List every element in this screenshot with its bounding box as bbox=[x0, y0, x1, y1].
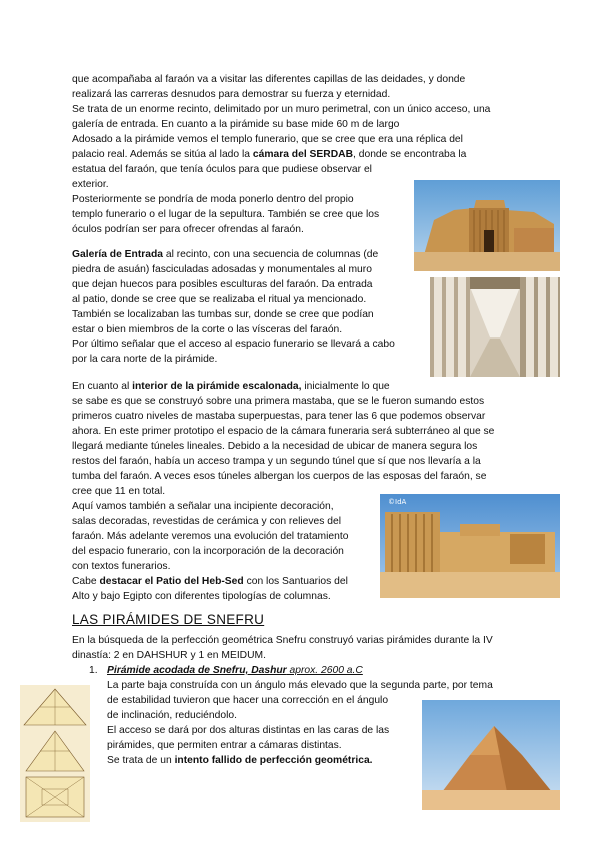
text-line: cree que 11 en total. bbox=[72, 486, 166, 497]
item1-date: aprox. 2600 a.C bbox=[286, 665, 363, 676]
text-line: salas decoradas, revestidas de cerámica y con relieves del bbox=[72, 516, 341, 527]
text-line: Aquí vamos también a señalar una incipiente decoración, bbox=[72, 501, 334, 512]
photo-funerary-temple bbox=[414, 180, 560, 271]
text-line: El acceso se dará por dos alturas distintas en las caras de las bbox=[107, 725, 390, 736]
text-line: que dejan huecos para posibles esculturas del faraón. Da entrada bbox=[72, 279, 373, 290]
text-line: llegará mediante túneles lineales. Debido a la necesidad de ubicar de manera segura los bbox=[72, 441, 478, 452]
text-line: Por último señalar que el acceso al espacio funerario se llevará a cabo bbox=[72, 339, 395, 350]
text-line: con textos funerarios. bbox=[72, 561, 171, 572]
text-line-last: Se trata de un intento fallido de perfección geométrica. bbox=[107, 755, 373, 766]
text-line: realizará las carreras desnudos para demostrar su fuerza y eternidad. bbox=[72, 89, 391, 100]
hebsed-bold: destacar el Patio del Heb-Sed bbox=[99, 576, 244, 587]
hebsed-line: Cabe destacar el Patio del Heb-Sed con los Santuarios del bbox=[72, 576, 348, 587]
list-item-title bbox=[89, 663, 363, 678]
text-line: piedra de asuán) fasciculadas adosadas y monumentales al muro bbox=[72, 264, 372, 275]
text-line: estatua del faraón, que tenía óculos para que pudiese observar el bbox=[72, 164, 372, 175]
text-line: exterior. bbox=[72, 179, 109, 190]
interior-heading-line: En cuanto al interior de la pirámide escalonada, inicialmente lo que bbox=[72, 381, 390, 392]
text-line: ahora. En este primer prototipo el espacio de la cámara funeraria será subterráneo al que se bbox=[72, 426, 495, 437]
text-line: Adosado a la pirámide vemos el templo funerario, que se cree que era una réplica del bbox=[72, 134, 463, 145]
photo-heb-sed-court bbox=[380, 494, 560, 598]
text-line: primeros cuatro niveles de mastaba superpuestas, para tener las 6 que podemos observar bbox=[72, 411, 486, 422]
text-line: pirámides, que permiten entrar a cámaras distintas. bbox=[107, 740, 342, 751]
section-title: LAS PIRÁMIDES DE SNEFRU bbox=[72, 612, 265, 627]
photo-bent-pyramid bbox=[422, 700, 560, 810]
text-line: templo funerario o el lugar de la sepultura. También se cree que los bbox=[72, 209, 380, 220]
text-line: óculos podrían ser para ofrecer ofrendas al faraón. bbox=[72, 224, 304, 235]
text-line: tumba del faraón. A veces esos túneles albergan los cuerpos de las esposas del faraón, se bbox=[72, 471, 487, 482]
text-line: estar o bien miembros de la corte o las vísceras del faraón. bbox=[72, 324, 343, 335]
text-line: restos del faraón, había un acceso trampa y un segundo túnel que sí que nos llevaría a la bbox=[72, 456, 481, 467]
serdab-bold: cámara del SERDAB bbox=[252, 149, 354, 160]
text-line: Posteriormente se pondría de moda ponerlo dentro del propio bbox=[72, 194, 354, 205]
text-line: dinastía: 2 en DAHSHUR y 1 en MEIDUM. bbox=[72, 650, 266, 661]
text-line: En la búsqueda de la perfección geométrica Snefru construyó varias pirámides durante la IV bbox=[72, 635, 493, 646]
text-line: faraón. Más adelante veremos una evolución del tratamiento bbox=[72, 531, 349, 542]
text-line: que acompañaba al faraón va a visitar las diferentes capillas de las deidades, y donde bbox=[72, 74, 466, 85]
text-line: del espacio funerario, con la incorporación de la decoración bbox=[72, 546, 344, 557]
list-number: 1. bbox=[89, 665, 98, 676]
text-line: Se trata de un enorme recinto, delimitado por un muro perimetral, con un único acceso, una bbox=[72, 104, 491, 115]
text-line: La parte baja construída con un ángulo más elevado que la segunda parte, por tema bbox=[107, 680, 493, 691]
fallido-bold: intento fallido de perfección geométrica. bbox=[174, 755, 373, 766]
galeria-heading-line: Galería de Entrada al recinto, con una secuencia de columnas (de bbox=[72, 249, 379, 260]
item1-title: Pirámide acodada de Snefru, Dashur bbox=[107, 665, 287, 676]
diagram-bent-pyramid bbox=[20, 685, 90, 822]
text-line: de inclinación, reduciéndolo. bbox=[107, 710, 237, 721]
text-line: por la cara norte de la pirámide. bbox=[72, 354, 218, 365]
text-line: Alto y bajo Egipto con diferentes tipologías de columnas. bbox=[72, 591, 331, 602]
text-line: galería de entrada. En cuanto a la pirámide su base mide 60 m de largo bbox=[72, 119, 400, 130]
text-line-serdab: palacio real. Además se sitúa al lado la cámara del SERDAB, donde se encontraba la bbox=[72, 149, 467, 160]
photo-watermark: ©IdA bbox=[388, 498, 407, 506]
interior-bold: interior de la pirámide escalonada, bbox=[132, 381, 302, 392]
photo-entrance-gallery bbox=[430, 277, 560, 377]
text-line: También se localizaban las tumbas sur, donde se cree que podían bbox=[72, 309, 374, 320]
text-line: al patio, donde se cree que se realizaba el ritual ya mencionado. bbox=[72, 294, 367, 305]
galeria-bold: Galería de Entrada bbox=[72, 249, 163, 260]
text-line: se sabe es que se construyó sobre una primera mastaba, que se le fueron sumando estos bbox=[72, 396, 485, 407]
text-line: de estabilidad tuvieron que hacer una corrección en el ángulo bbox=[107, 695, 389, 706]
